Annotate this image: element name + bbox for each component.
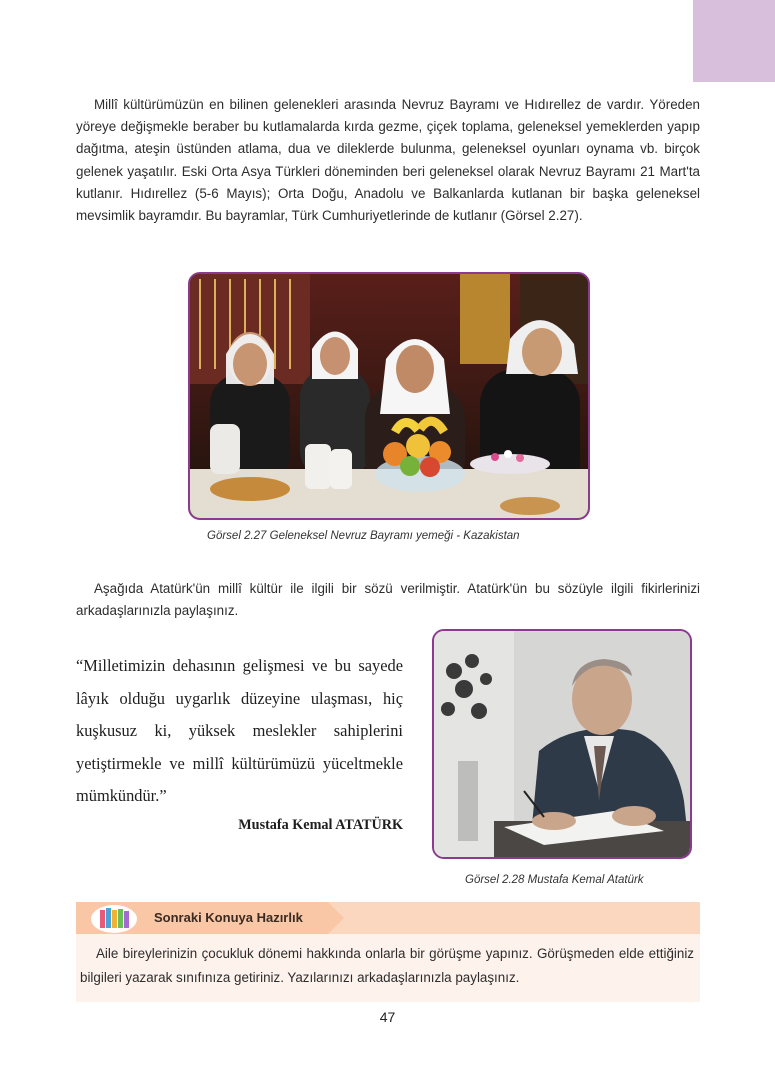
instruction-paragraph: Aşağıda Atatürk'ün millî kültür ile ilgili bir sözü verilmiştir. Atatürk'ün bu sözüyle ilgili fikirlerinizi arkadaşlarınızla paylaşınız. bbox=[76, 581, 700, 619]
quote-author: Mustafa Kemal ATATÜRK bbox=[238, 817, 403, 833]
books-icon bbox=[90, 904, 138, 934]
ataturk-photo bbox=[432, 629, 692, 859]
nevruz-meal-illustration bbox=[190, 274, 588, 518]
ataturk-writing-illustration bbox=[434, 631, 690, 857]
next-topic-box bbox=[76, 902, 700, 1002]
figure-caption-2-27: Görsel 2.27 Geleneksel Nevruz Bayramı yemeği - Kazakistan bbox=[207, 530, 520, 542]
next-topic-text: Aile bireylerinizin çocukluk dönemi hakkında onlarla bir görüşme yapınız. Görüşmeden elde ettiğiniz bilgileri yazarak sınıfınıza getiriniz. Yazılarınızı arkadaşlarınızla paylaşınız. bbox=[80, 946, 694, 985]
page-number: 47 bbox=[379, 1009, 396, 1025]
corner-tab bbox=[693, 0, 775, 82]
next-topic-body bbox=[76, 934, 700, 1002]
nevruz-meal-photo bbox=[188, 272, 590, 520]
intro-paragraph: Millî kültürümüzün en bilinen gelenekleri arasında Nevruz Bayramı ve Hıdırellez de vardır. Yöreden yöreye değişmekle beraber bu kutlamalarda kırda gezme, çiçek toplama, geleneksel yemeklerden yapıp dağıtma, ateşin üstünden atlama, dua ve dileklerde bulunma, geleneksel oyunları oynama vb. birçok gelenek yaşatılır. Eski Orta Asya Türkleri döneminden beri geleneksel olarak Nevruz Bayramı 21 Mart'ta kutlanır. Hıdırellez (5-6 Mayıs); Orta Doğu, Anadolu ve Balkanlarda kutlanan bir başka geleneksel mevsimlik bayramdır. Bu bayramlar, Türk Cumhuriyetlerinde de kutlanır (Görsel 2.27). bbox=[76, 97, 700, 224]
figure-caption-2-28: Görsel 2.28 Mustafa Kemal Atatürk bbox=[465, 874, 644, 886]
ataturk-quote: “Milletimizin dehasının gelişmesi ve bu sayede lâyık olduğu uygarlık düzeyine ulaşması, hiç kuşkusuz ki, yüksek meslekler sahiplerini yetiştirmekle ve millî kültürümüzü yüceltmekle mümkündür.” bbox=[76, 656, 403, 806]
next-topic-title: Sonraki Konuya Hazırlık bbox=[154, 910, 303, 925]
